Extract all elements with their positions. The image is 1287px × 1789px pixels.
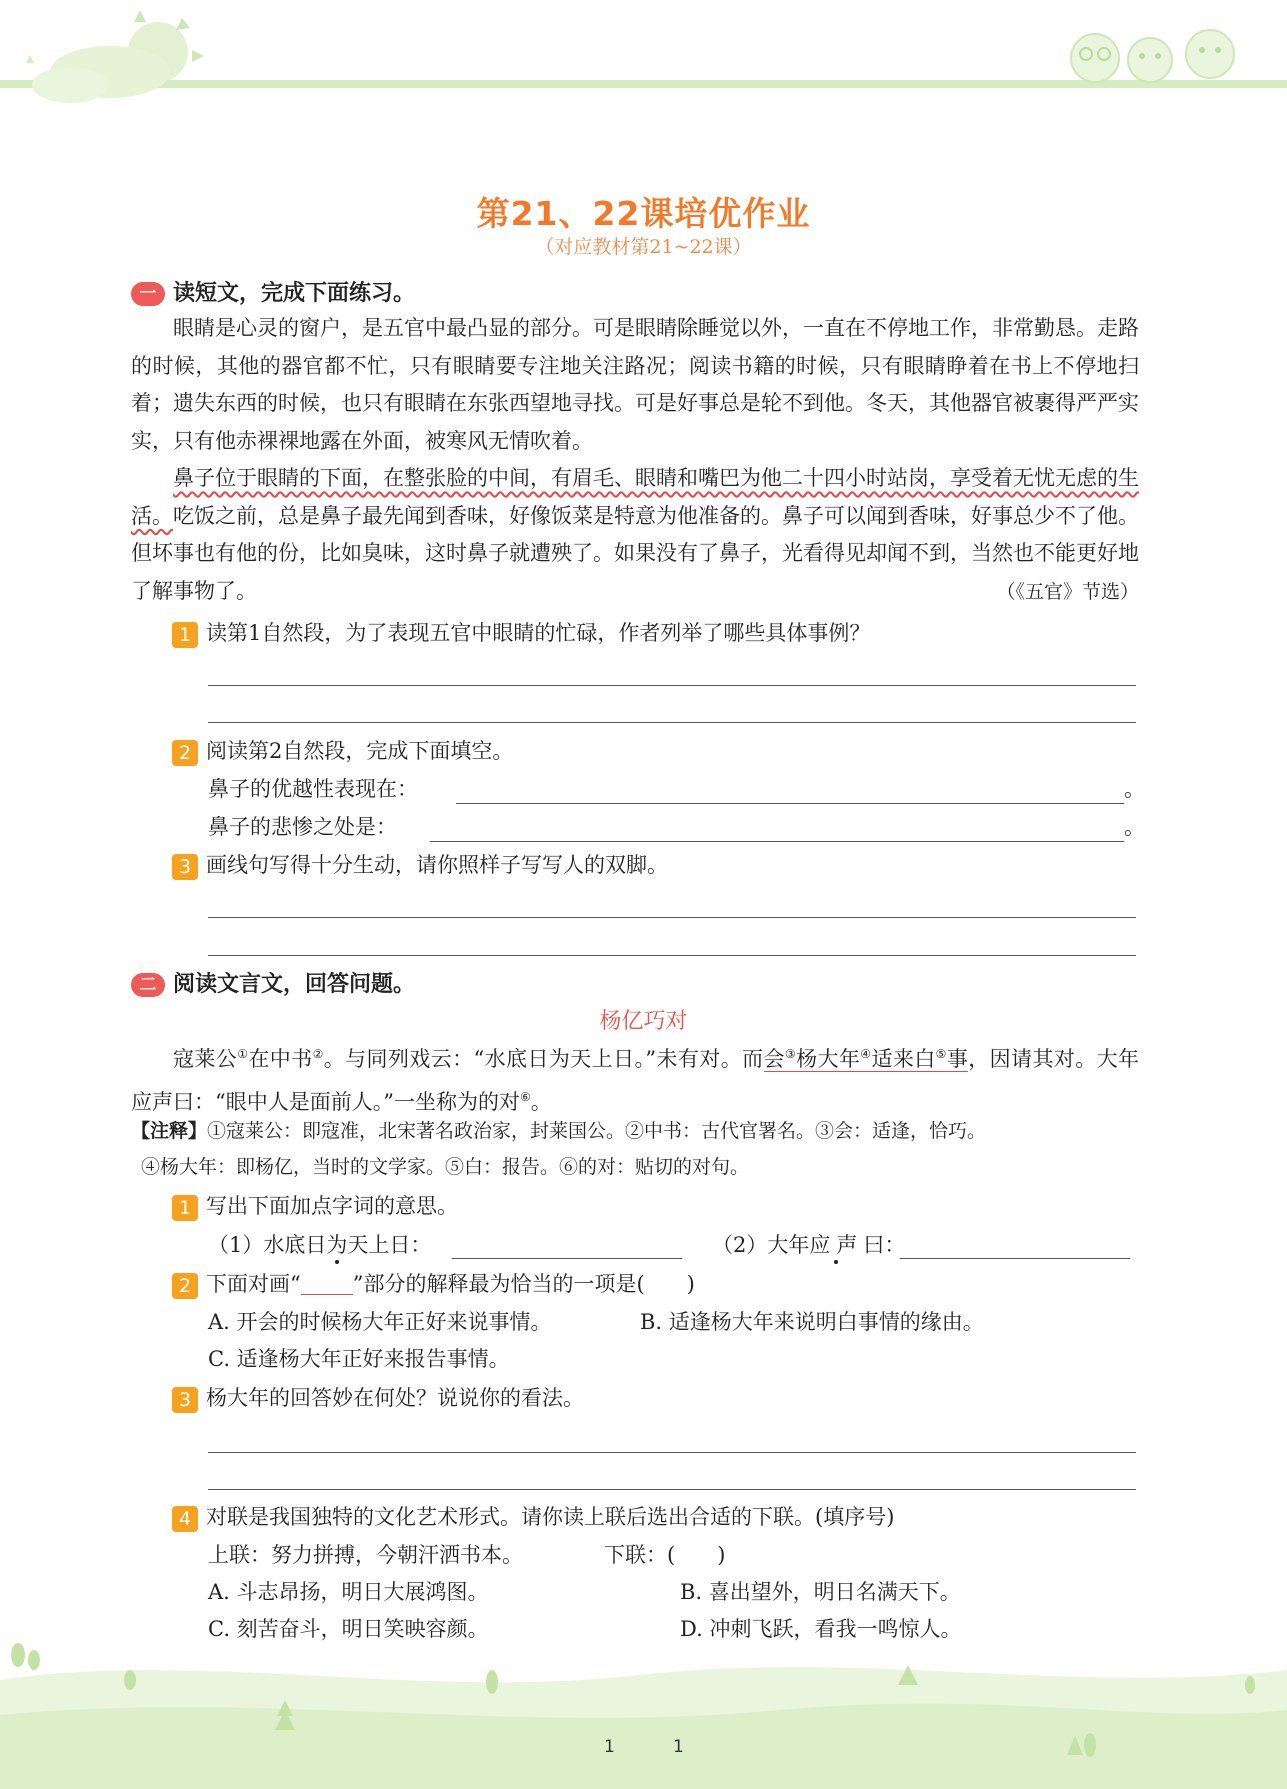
- text-fragment: 事: [946, 1047, 969, 1071]
- s2-question-2: [172, 1268, 695, 1299]
- period: 。: [1124, 777, 1145, 801]
- s2-question-1: [172, 1190, 458, 1221]
- section1-paragraph-1: 眼睛是心灵的窗户，是五官中最凸显的部分。可是眼睛除睡觉以外，一直在不停地工作，非常勤恳。走路的时候，其他的器官都不忙，只有眼睛要专注地关注路况；阅读书籍的时候，只有眼睛睁着在书上不停地扫着；遗失东西的时候，也只有眼睛在东张西望地寻找。可是好事总是轮不到他。冬天，其他器官被裹得严严实实，只有他赤裸裸地露在外面，被寒风无情吹着。: [131, 316, 1139, 453]
- section1-heading-text: 读短文，完成下面练习。: [173, 281, 416, 306]
- footer-hills-decoration: [0, 1640, 1287, 1789]
- text-fragment: （1）水底日: [208, 1233, 327, 1257]
- answer-line[interactable]: [208, 917, 1136, 918]
- s1-question-2: [172, 735, 513, 766]
- s2-question-3: [172, 1382, 584, 1413]
- text-fragment: 下面对画“: [206, 1272, 301, 1296]
- fill-blank[interactable]: [452, 1258, 682, 1259]
- question-text: 写出下面加点字词的意思。: [206, 1194, 458, 1218]
- source-note: （《五官》节选）: [996, 581, 1139, 603]
- dotted-char: 应声: [809, 1233, 864, 1257]
- answer-line[interactable]: [208, 1489, 1136, 1490]
- answer-line[interactable]: [208, 685, 1136, 686]
- text-fragment: ，因请其对。大年应声曰：“眼中人是面前人。”一坐称为的对: [131, 1047, 1140, 1114]
- section2-heading-text: 阅读文言文，回答问题。: [173, 972, 416, 997]
- answer-line[interactable]: [208, 722, 1136, 723]
- section2-heading: [131, 967, 415, 998]
- question-number: 3: [172, 854, 198, 880]
- answer-line[interactable]: [208, 955, 1136, 956]
- page-subtitle: （对应教材第21~22课）: [535, 236, 752, 258]
- text-fragment: ”部分的解释最为恰当的一项是( ): [352, 1272, 695, 1296]
- text-fragment: 。与同列戏云：“水底日为天上日。”未有对。而: [323, 1047, 764, 1071]
- s2-q2-option-a[interactable]: A. 开会的时候杨大年正好来说事情。: [208, 1310, 552, 1334]
- text-fragment: 会: [763, 1047, 785, 1071]
- s2-q2-option-b[interactable]: B. 适逢杨大年来说明白事情的缘由。: [640, 1310, 984, 1334]
- question-text: 对联是我国独特的文化艺术形式。请你读上联后选出合适的下联。(填序号): [206, 1505, 895, 1529]
- fill-blank[interactable]: [900, 1258, 1130, 1259]
- answer-line[interactable]: [208, 1452, 1136, 1453]
- footnote-marker: ④: [860, 1047, 872, 1061]
- cloud-sun-icon: [26, 10, 204, 103]
- classical-text-title: 杨亿巧对: [599, 1009, 688, 1034]
- paragraph-2-rest: 吃饭之前，总是鼻子最先闻到香味，好像饭菜是特意为他准备的。鼻子可以闻到香味，好事总少不了他。但坏事也有他的份，比如臭味，这时鼻子就遭殃了。如果没有了鼻子，光看得见却闻不到，当然也不能更好地了解事物了。: [131, 503, 1139, 603]
- question-number: 1: [172, 622, 198, 648]
- page-title: 第21、22课培优作业: [476, 194, 811, 233]
- s2-q4-option-d[interactable]: D. 冲刺飞跃，看我一鸣惊人。: [680, 1617, 962, 1641]
- underline-sample: [301, 1276, 353, 1295]
- text-fragment: 适来白: [871, 1047, 936, 1071]
- couplet-lower: 下联：( ): [604, 1543, 726, 1567]
- cartoon-animals-icon: [1071, 30, 1234, 82]
- footnote-marker: ①: [237, 1047, 249, 1061]
- s1-question-3: [172, 849, 668, 880]
- section1-badge: 一: [131, 282, 165, 306]
- s2-q1-item-1: [208, 1229, 431, 1259]
- question-text: 画线句写得十分生动，请你照样子写写人的双脚。: [206, 853, 668, 877]
- underlined-sentence: 鼻子位于眼睛的下面，在整张脸的中间，有眉毛、眼睛和嘴巴为他二十四小时站岗，享受着无忧无虑的生活。: [131, 466, 1139, 528]
- s2-q4-option-a[interactable]: A. 斗志昂扬，明日大展鸿图。: [208, 1580, 489, 1604]
- classical-text: [131, 1036, 1139, 1121]
- s1-q2-blank-a-label: 鼻子的优越性表现在：: [208, 777, 418, 801]
- page-number-left: 1: [604, 1737, 615, 1757]
- underlined-phrase: [764, 1047, 969, 1072]
- s1-q2-blank-b-label: 鼻子的悲惨之处是：: [208, 815, 397, 839]
- page-number-right: 1: [673, 1737, 684, 1757]
- text-fragment: （2）大年: [712, 1233, 810, 1257]
- text-fragment: 天上日：: [347, 1233, 432, 1257]
- section1-paragraph-2: [131, 460, 1139, 610]
- annotation-label: 【注释】: [131, 1120, 208, 1142]
- section1-heading: [131, 276, 415, 307]
- s2-q4-option-c[interactable]: C. 刻苦奋斗，明日笑映容颜。: [208, 1617, 489, 1641]
- text-fragment: 在中书: [248, 1047, 313, 1071]
- s2-q4-option-b[interactable]: B. 喜出望外，明日名满天下。: [680, 1580, 961, 1604]
- header-decoration: [0, 0, 1287, 120]
- annotation-line-2: ④杨大年：即杨亿，当时的文学家。⑤白：报告。⑥的对：贴切的对句。: [141, 1156, 750, 1178]
- section2-badge: 二: [131, 973, 165, 997]
- question-number: 1: [172, 1195, 198, 1221]
- text-fragment: 。: [530, 1089, 552, 1114]
- couplet-upper: 上联：努力拼搏，今朝汗洒书本。: [208, 1543, 523, 1567]
- period: 。: [1124, 815, 1145, 839]
- footnote-marker: ②: [312, 1047, 324, 1061]
- text-fragment: 曰：: [863, 1233, 906, 1257]
- text-fragment: 寇莱公: [173, 1047, 238, 1071]
- question-number: 2: [172, 740, 198, 766]
- question-text: 阅读第2自然段，完成下面填空。: [206, 739, 514, 763]
- footnote-marker: ⑤: [935, 1047, 947, 1061]
- s2-q2-option-c[interactable]: C. 适逢杨大年正好来报告事情。: [208, 1347, 510, 1371]
- s1-question-1: [172, 617, 870, 648]
- s2-question-4: [172, 1501, 894, 1532]
- dotted-char: 为: [326, 1233, 348, 1257]
- question-number: 4: [172, 1506, 198, 1532]
- footnote-marker: ③: [784, 1047, 797, 1061]
- annotation-text: ①寇莱公：即寇准，北宋著名政治家，封莱国公。②中书：古代官署名。③会：适逢，恰巧。: [207, 1120, 987, 1142]
- annotation-line-1: [131, 1113, 1139, 1149]
- question-number: 3: [172, 1387, 198, 1413]
- question-number: 2: [172, 1273, 198, 1299]
- text-fragment: 杨大年: [796, 1047, 861, 1071]
- footnote-marker: ⑥: [519, 1089, 531, 1104]
- fill-blank[interactable]: [430, 841, 1124, 842]
- question-text: 读第1自然段，为了表现五官中眼睛的忙碌，作者列举了哪些具体事例？: [206, 621, 871, 645]
- s2-q1-item-2: [712, 1229, 905, 1259]
- fill-blank[interactable]: [456, 803, 1124, 804]
- question-text: 杨大年的回答妙在何处？说说你的看法。: [206, 1386, 584, 1410]
